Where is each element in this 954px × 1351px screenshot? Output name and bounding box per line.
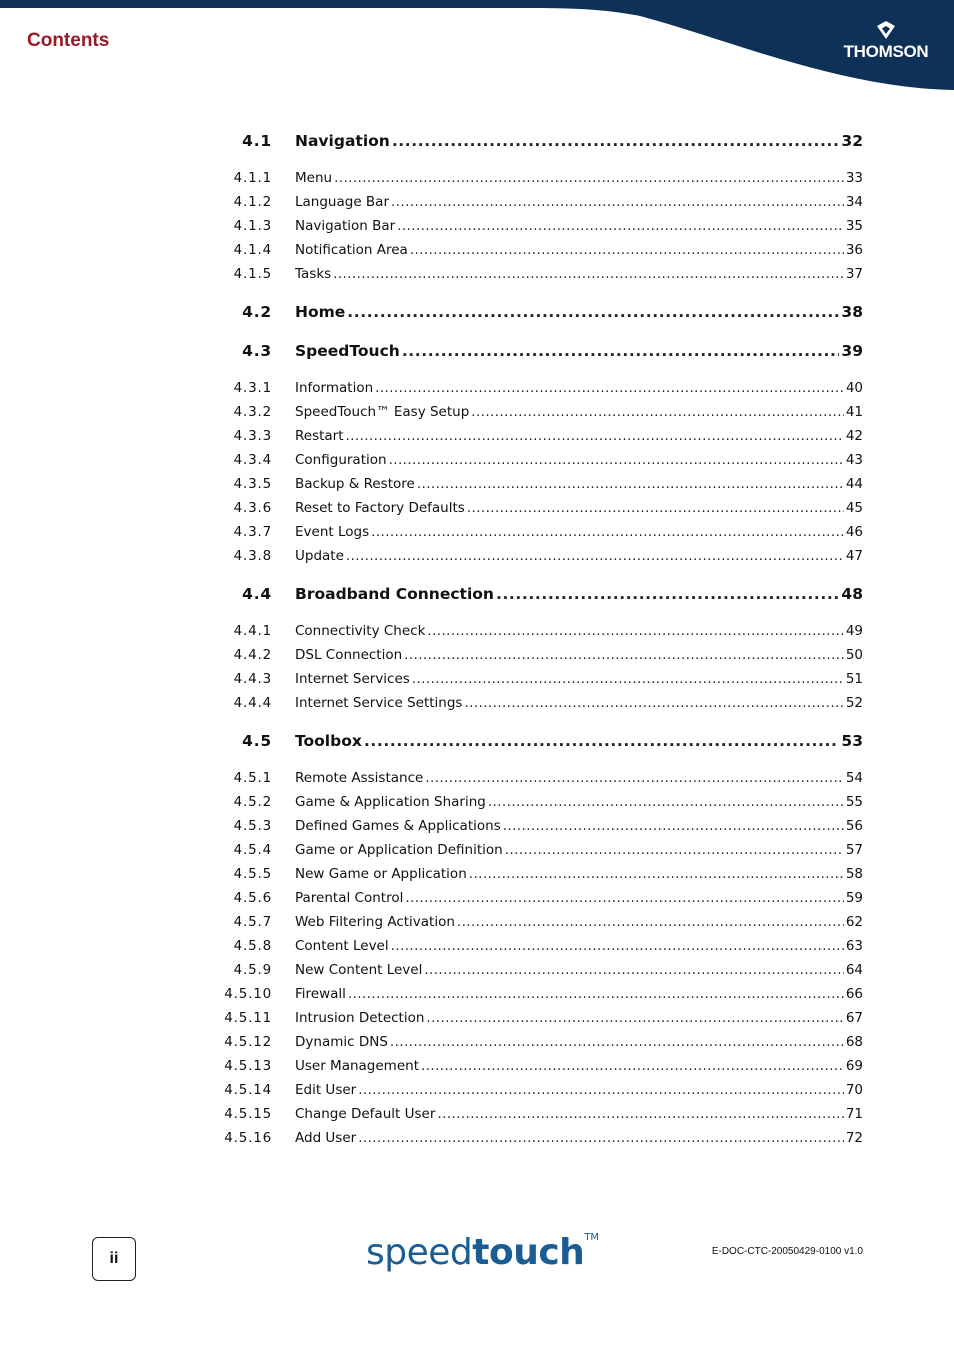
- toc-number: 4.3.6: [233, 500, 272, 516]
- toc-entry-row[interactable]: [210, 1030, 870, 1054]
- toc-entry-row[interactable]: [210, 934, 870, 958]
- toc-line: [295, 862, 863, 886]
- toc-entry-row[interactable]: [210, 766, 870, 790]
- toc-leader-dots: [348, 982, 844, 1006]
- toc-number: 4.5.8: [233, 938, 272, 954]
- toc-title[interactable]: User Management: [295, 1058, 419, 1074]
- toc-entry-row[interactable]: [210, 814, 870, 838]
- toc-entry-row[interactable]: [210, 958, 870, 982]
- toc-entry-row[interactable]: [210, 496, 870, 520]
- toc-number: 4.3.7: [233, 524, 272, 540]
- toc-number: 4.1.2: [233, 194, 272, 210]
- toc-line: [295, 299, 863, 325]
- toc-line: [295, 166, 863, 190]
- toc-entry-row[interactable]: [210, 544, 870, 568]
- toc-title[interactable]: Game or Application Definition: [295, 842, 503, 858]
- toc-page-number[interactable]: 68: [845, 1034, 863, 1050]
- toc-title[interactable]: New Game or Application: [295, 866, 467, 882]
- toc-number: 4.5.14: [224, 1082, 272, 1098]
- toc-page-number[interactable]: 67: [845, 1010, 863, 1026]
- toc-title[interactable]: Restart: [295, 428, 344, 444]
- toc-number: 4.5.2: [233, 794, 272, 810]
- toc-page-number[interactable]: 33: [845, 170, 863, 186]
- toc-page-number[interactable]: 59: [845, 890, 863, 906]
- toc-leader-dots: [397, 214, 844, 238]
- toc-title[interactable]: Update: [295, 548, 344, 564]
- toc-line: [295, 520, 863, 544]
- toc-number: 4.1: [242, 132, 272, 150]
- toc-page-number[interactable]: 36: [845, 242, 863, 258]
- toc-number: 4.3.2: [233, 404, 272, 420]
- toc-entry-row[interactable]: [210, 667, 870, 691]
- toc-page-number[interactable]: 69: [845, 1058, 863, 1074]
- toc-entry-row[interactable]: [210, 862, 870, 886]
- toc-section-row[interactable]: [210, 299, 870, 325]
- toc-leader-dots: [426, 1006, 843, 1030]
- toc-entry-row[interactable]: [210, 910, 870, 934]
- toc-leader-dots: [347, 299, 839, 325]
- toc-leader-dots: [464, 691, 843, 715]
- toc-title[interactable]: Tasks: [295, 266, 332, 282]
- toc-page-number[interactable]: 49: [845, 623, 863, 639]
- toc-page-number[interactable]: 44: [845, 476, 863, 492]
- toc-line: [295, 424, 863, 448]
- toc-page-number[interactable]: 42: [845, 428, 863, 444]
- toc-number: 4.3.1: [233, 380, 272, 396]
- page-number-box: [92, 1237, 136, 1281]
- toc-leader-dots: [402, 338, 840, 364]
- toc-number: 4.5.10: [224, 986, 272, 1002]
- toc-page-number[interactable]: 47: [845, 548, 863, 564]
- header-band: [0, 0, 954, 95]
- toc-leader-dots: [467, 496, 844, 520]
- toc-leader-dots: [469, 862, 844, 886]
- toc-leader-dots: [404, 643, 844, 667]
- toc-section-row[interactable]: [210, 581, 870, 607]
- toc-section-row[interactable]: [210, 128, 870, 154]
- toc-leader-dots: [334, 166, 844, 190]
- toc-page-number[interactable]: 58: [845, 866, 863, 882]
- logo-tm-text: TM: [584, 1232, 600, 1243]
- toc-leader-dots: [389, 448, 844, 472]
- toc-entry-row[interactable]: [210, 982, 870, 1006]
- toc-number: 4.5.15: [224, 1106, 272, 1122]
- toc-leader-dots: [505, 838, 844, 862]
- toc-page-number[interactable]: 72: [845, 1130, 863, 1146]
- toc-number: 4.3.5: [233, 476, 272, 492]
- toc-line: [295, 1030, 863, 1054]
- toc-page-number[interactable]: 35: [845, 218, 863, 234]
- toc-number: 4.2: [242, 303, 272, 321]
- toc-leader-dots: [371, 520, 844, 544]
- toc-number: 4.3: [242, 342, 272, 360]
- toc-entry-row[interactable]: [210, 1102, 870, 1126]
- toc-title[interactable]: Connectivity Check: [295, 623, 426, 639]
- toc-entry-row[interactable]: [210, 376, 870, 400]
- toc-leader-dots: [364, 728, 840, 754]
- toc-number: 4.5: [242, 732, 272, 750]
- toc-page-number[interactable]: 38: [841, 303, 863, 321]
- toc-page-number[interactable]: 56: [845, 818, 863, 834]
- toc-page-number[interactable]: 43: [845, 452, 863, 468]
- toc-line: [295, 214, 863, 238]
- section-title: Contents: [27, 30, 110, 51]
- toc-leader-dots: [358, 1126, 844, 1150]
- toc-entry-row[interactable]: [210, 262, 870, 286]
- toc-line: [295, 338, 863, 364]
- toc-title[interactable]: Reset to Factory Defaults: [295, 500, 465, 516]
- toc-number: 4.5.7: [233, 914, 272, 930]
- speedtouch-logo: [366, 1232, 599, 1273]
- toc-line: [295, 190, 863, 214]
- toc-line: [295, 766, 863, 790]
- toc-page-number[interactable]: 71: [845, 1106, 863, 1122]
- toc-number: 4.3.8: [233, 548, 272, 564]
- toc-entry-row[interactable]: [210, 1054, 870, 1078]
- toc-number: 4.4.2: [233, 647, 272, 663]
- toc-title[interactable]: Add User: [295, 1130, 357, 1146]
- toc-leader-dots: [437, 1102, 843, 1126]
- toc-leader-dots: [417, 472, 844, 496]
- toc-entry-row[interactable]: [210, 691, 870, 715]
- toc-number: 4.4.4: [233, 695, 272, 711]
- document-reference: E-DOC-CTC-20050429-0100 v1.0: [711, 1246, 863, 1257]
- toc-line: [295, 544, 863, 568]
- toc-leader-dots: [496, 581, 839, 607]
- toc-leader-dots: [392, 128, 840, 154]
- toc-number: 4.5.4: [233, 842, 272, 858]
- toc-leader-dots: [346, 424, 844, 448]
- toc-line: [295, 838, 863, 862]
- toc-number: 4.1.3: [233, 218, 272, 234]
- toc-line: [295, 934, 863, 958]
- toc-page-number[interactable]: 57: [845, 842, 863, 858]
- toc-number: 4.5.9: [233, 962, 272, 978]
- toc-leader-dots: [391, 934, 844, 958]
- toc-leader-dots: [427, 619, 843, 643]
- toc-title[interactable]: Content Level: [295, 938, 389, 954]
- toc-line: [295, 472, 863, 496]
- toc-line: [295, 814, 863, 838]
- toc-line: [295, 1078, 863, 1102]
- toc-entry-row[interactable]: [210, 520, 870, 544]
- toc-section-row[interactable]: [210, 728, 870, 754]
- toc-title[interactable]: Internet Service Settings: [295, 695, 463, 711]
- toc-page-number[interactable]: 32: [841, 132, 863, 150]
- toc-page-number[interactable]: 45: [845, 500, 863, 516]
- toc-line: [295, 448, 863, 472]
- toc-entry-row[interactable]: [210, 424, 870, 448]
- toc-leader-dots: [471, 400, 844, 424]
- toc-leader-dots: [412, 667, 844, 691]
- toc-number: 4.3.3: [233, 428, 272, 444]
- toc-number: 4.5.12: [224, 1034, 272, 1050]
- toc-page-number[interactable]: 37: [845, 266, 863, 282]
- toc-page-number[interactable]: 64: [845, 962, 863, 978]
- toc-leader-dots: [503, 814, 844, 838]
- toc-number: 4.5.6: [233, 890, 272, 906]
- toc-line: [295, 1054, 863, 1078]
- toc-line: [295, 691, 863, 715]
- toc-number: 4.5.1: [233, 770, 272, 786]
- toc-title[interactable]: SpeedTouch: [295, 342, 400, 360]
- toc-page-number[interactable]: 46: [845, 524, 863, 540]
- toc-leader-dots: [421, 1054, 844, 1078]
- toc-title[interactable]: Event Logs: [295, 524, 370, 540]
- toc-title[interactable]: Menu: [295, 170, 333, 186]
- toc-leader-dots: [375, 376, 844, 400]
- toc-title[interactable]: Configuration: [295, 452, 387, 468]
- toc-page-number[interactable]: 55: [845, 794, 863, 810]
- table-of-contents: [210, 128, 870, 1150]
- toc-entry-row[interactable]: [210, 1078, 870, 1102]
- toc-line: [295, 128, 863, 154]
- toc-line: [295, 982, 863, 1006]
- toc-title[interactable]: DSL Connection: [295, 647, 403, 663]
- toc-number: 4.1.4: [233, 242, 272, 258]
- toc-number: 4.4.3: [233, 671, 272, 687]
- toc-line: [295, 728, 863, 754]
- toc-section-row[interactable]: [210, 338, 870, 364]
- toc-line: [295, 1006, 863, 1030]
- brand-name: THOMSON: [843, 42, 929, 61]
- toc-page-number[interactable]: 66: [845, 986, 863, 1002]
- toc-title[interactable]: Firewall: [295, 986, 346, 1002]
- toc-title[interactable]: New Content Level: [295, 962, 423, 978]
- toc-page-number[interactable]: 41: [845, 404, 863, 420]
- toc-entry-row[interactable]: [210, 166, 870, 190]
- toc-number: 4.3.4: [233, 452, 272, 468]
- brand: [838, 20, 934, 70]
- toc-leader-dots: [405, 886, 843, 910]
- toc-leader-dots: [333, 262, 844, 286]
- toc-title[interactable]: Navigation Bar: [295, 218, 396, 234]
- toc-number: 4.4: [242, 585, 272, 603]
- toc-page-number[interactable]: 39: [841, 342, 863, 360]
- toc-line: [295, 496, 863, 520]
- toc-leader-dots: [457, 910, 844, 934]
- toc-title[interactable]: Edit User: [295, 1082, 357, 1098]
- toc-entry-row[interactable]: [210, 472, 870, 496]
- toc-title[interactable]: Navigation: [295, 132, 390, 150]
- toc-title[interactable]: Remote Assistance: [295, 770, 424, 786]
- toc-title[interactable]: Language Bar: [295, 194, 389, 210]
- toc-page-number[interactable]: 40: [845, 380, 863, 396]
- toc-title[interactable]: Home: [295, 303, 346, 321]
- toc-title[interactable]: Parental Control: [295, 890, 404, 906]
- toc-title[interactable]: Information: [295, 380, 374, 396]
- toc-line: [295, 581, 863, 607]
- toc-title[interactable]: Web Filtering Activation: [295, 914, 455, 930]
- toc-leader-dots: [390, 1030, 844, 1054]
- toc-line: [295, 400, 863, 424]
- toc-entry-row[interactable]: [210, 643, 870, 667]
- logo-speed-text: speed: [366, 1232, 473, 1273]
- toc-line: [295, 886, 863, 910]
- logo-touch-text: touch: [472, 1232, 585, 1273]
- toc-line: [295, 667, 863, 691]
- toc-title[interactable]: Dynamic DNS: [295, 1034, 388, 1050]
- toc-page-number[interactable]: 34: [845, 194, 863, 210]
- toc-line: [295, 643, 863, 667]
- toc-title[interactable]: SpeedTouch™ Easy Setup: [295, 404, 470, 420]
- toc-leader-dots: [425, 766, 843, 790]
- toc-leader-dots: [410, 238, 844, 262]
- toc-entry-row[interactable]: [210, 1126, 870, 1150]
- page-number: ii: [109, 1250, 119, 1267]
- toc-line: [295, 790, 863, 814]
- toc-line: [295, 1102, 863, 1126]
- toc-page-number[interactable]: 63: [845, 938, 863, 954]
- toc-leader-dots: [358, 1078, 844, 1102]
- toc-line: [295, 262, 863, 286]
- toc-line: [295, 1126, 863, 1150]
- toc-line: [295, 619, 863, 643]
- toc-page-number[interactable]: 54: [845, 770, 863, 786]
- toc-page-number[interactable]: 52: [845, 695, 863, 711]
- toc-entry-row[interactable]: [210, 238, 870, 262]
- toc-title[interactable]: Notification Area: [295, 242, 408, 258]
- toc-line: [295, 958, 863, 982]
- toc-entry-row[interactable]: [210, 790, 870, 814]
- toc-entry-row[interactable]: [210, 400, 870, 424]
- toc-page-number[interactable]: 48: [841, 585, 863, 603]
- toc-title[interactable]: Intrusion Detection: [295, 1010, 425, 1026]
- toc-entry-row[interactable]: [210, 886, 870, 910]
- toc-title[interactable]: Internet Services: [295, 671, 410, 687]
- toc-title[interactable]: Change Default User: [295, 1106, 436, 1122]
- toc-entry-row[interactable]: [210, 448, 870, 472]
- toc-page-number[interactable]: 62: [845, 914, 863, 930]
- toc-leader-dots: [391, 190, 844, 214]
- toc-line: [295, 910, 863, 934]
- toc-entry-row[interactable]: [210, 619, 870, 643]
- toc-page-number[interactable]: 70: [845, 1082, 863, 1098]
- thomson-logo-icon: [875, 20, 897, 40]
- toc-number: 4.5.3: [233, 818, 272, 834]
- toc-title[interactable]: Defined Games & Applications: [295, 818, 501, 834]
- toc-title[interactable]: Backup & Restore: [295, 476, 415, 492]
- toc-leader-dots: [424, 958, 843, 982]
- toc-line: [295, 376, 863, 400]
- toc-number: 4.5.16: [224, 1130, 272, 1146]
- toc-page-number[interactable]: 51: [845, 671, 863, 687]
- toc-line: [295, 238, 863, 262]
- toc-leader-dots: [488, 790, 844, 814]
- toc-page-number[interactable]: 53: [841, 732, 863, 750]
- toc-number: 4.1.1: [233, 170, 272, 186]
- toc-number: 4.5.5: [233, 866, 272, 882]
- toc-page-number[interactable]: 50: [845, 647, 863, 663]
- toc-number: 4.1.5: [233, 266, 272, 282]
- toc-entry-row[interactable]: [210, 838, 870, 862]
- toc-title[interactable]: Broadband Connection: [295, 585, 494, 603]
- toc-number: 4.5.11: [224, 1010, 272, 1026]
- toc-entry-row[interactable]: [210, 214, 870, 238]
- toc-leader-dots: [346, 544, 844, 568]
- toc-number: 4.5.13: [224, 1058, 272, 1074]
- toc-entry-row[interactable]: [210, 1006, 870, 1030]
- toc-title[interactable]: Toolbox: [295, 732, 362, 750]
- toc-title[interactable]: Game & Application Sharing: [295, 794, 486, 810]
- toc-number: 4.4.1: [233, 623, 272, 639]
- toc-entry-row[interactable]: [210, 190, 870, 214]
